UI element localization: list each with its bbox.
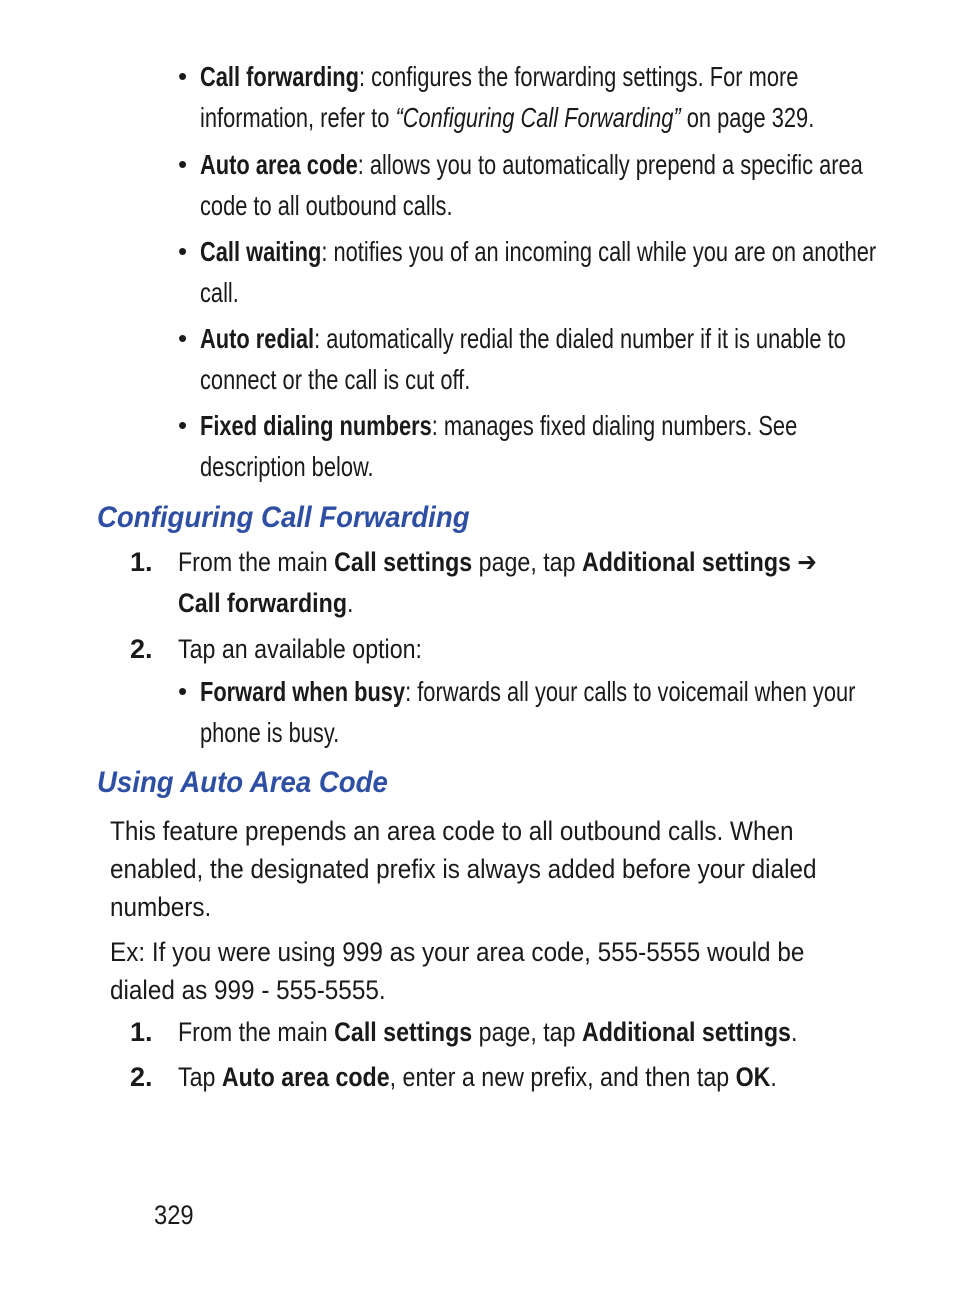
paragraph-line: This feature prepends an area code to all outbound calls. When	[110, 816, 794, 846]
step-text: From the main Call settings page, tap Additional settings.	[178, 1017, 798, 1047]
page-number: 329	[154, 1200, 194, 1230]
section-heading-using-auto-area-code: Using Auto Area Code	[97, 766, 388, 799]
bullet-term: Call waiting	[200, 236, 322, 267]
step-number: 1.	[130, 547, 153, 577]
bullet-dot: •	[178, 149, 188, 179]
bullet-term: Forward when busy	[200, 676, 406, 707]
bullet-dot: •	[178, 61, 188, 91]
step-text-continued: Call forwarding.	[178, 588, 354, 618]
bullet-dot: •	[178, 236, 188, 266]
section-heading-configuring-call-forwarding: Configuring Call Forwarding	[97, 501, 470, 534]
cross-reference-link[interactable]: “Configuring Call Forwarding”	[395, 102, 681, 133]
paragraph-line: Ex: If you were using 999 as your area code, 555-5555 would be	[110, 937, 805, 967]
paragraph-line: enabled, the designated prefix is always added before your dialed	[110, 854, 817, 884]
step-number: 2.	[130, 1062, 153, 1092]
step-number: 1.	[130, 1017, 153, 1047]
bullet-term: Fixed dialing numbers	[200, 410, 432, 441]
bullet-term: Call forwarding	[200, 61, 359, 92]
step-text: Tap an available option:	[178, 634, 422, 664]
step-text: Tap Auto area code, enter a new prefix, and then tap OK.	[178, 1062, 777, 1092]
bullet-dot: •	[178, 676, 188, 706]
bullet-dot: •	[178, 410, 188, 440]
bullet-term: Auto redial	[200, 323, 315, 354]
step-number: 2.	[130, 634, 153, 664]
step-text: From the main Call settings page, tap Additional settings ➔	[178, 547, 817, 577]
bullet-term: Auto area code	[200, 149, 358, 180]
paragraph-line: numbers.	[110, 892, 212, 922]
bullet-dot: •	[178, 323, 188, 353]
paragraph-line: dialed as 999 - 555-5555.	[110, 975, 386, 1005]
